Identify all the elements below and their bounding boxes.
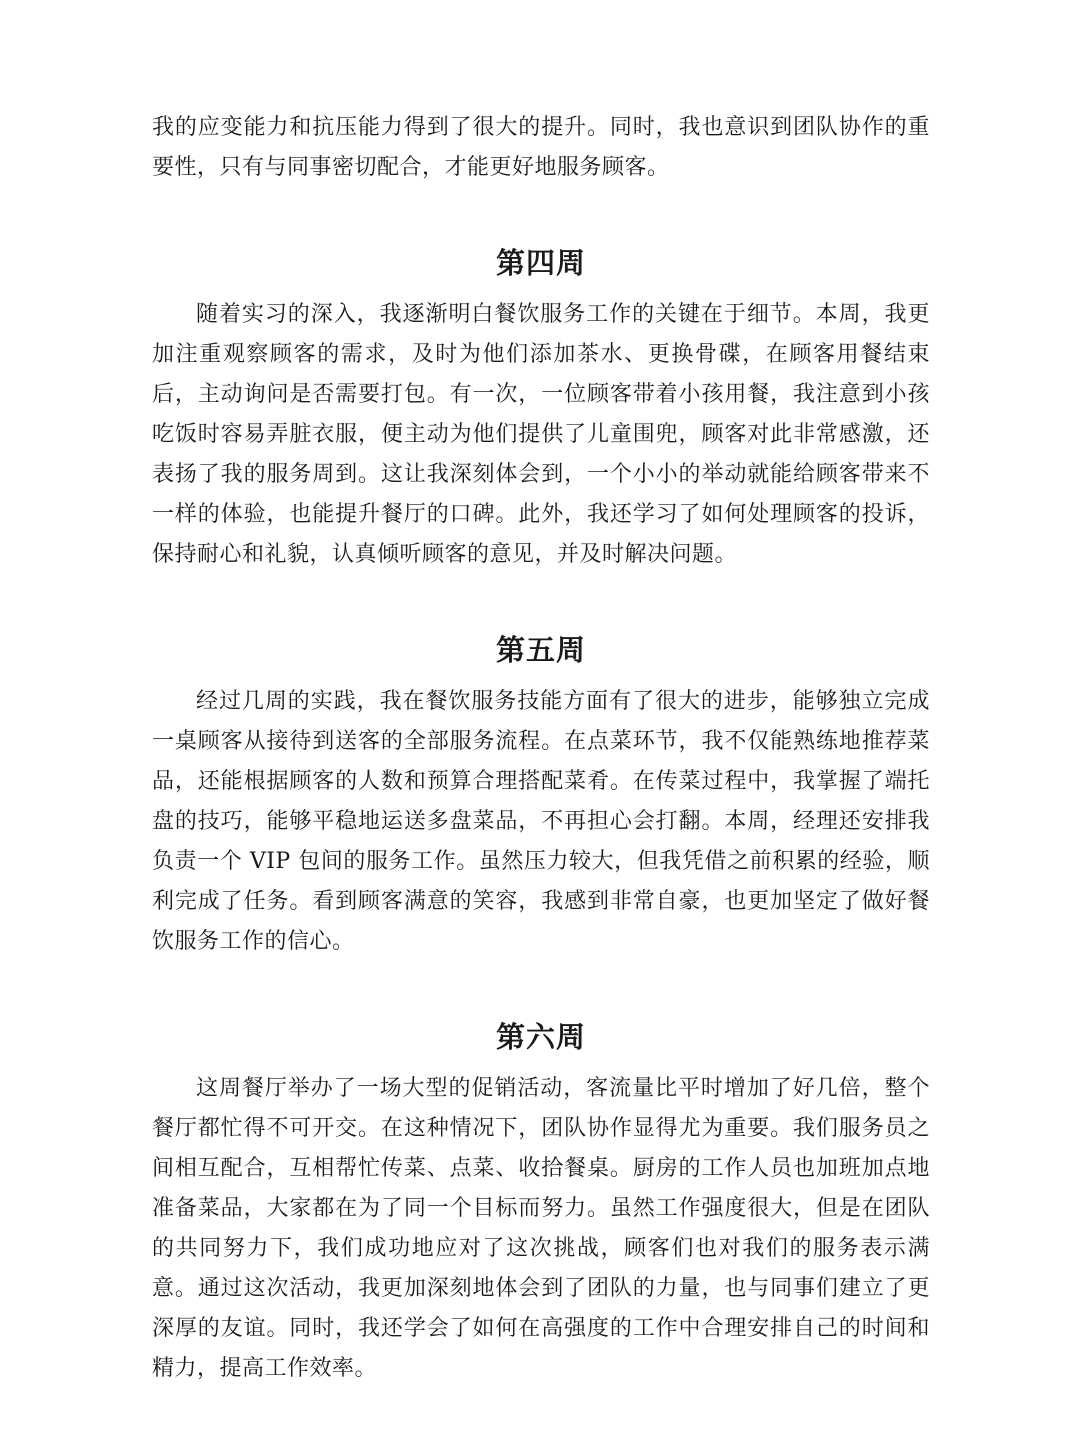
intro-paragraph: 我的应变能力和抗压能力得到了很大的提升。同时，我也意识到团队协作的重要性，只有与同事密切配合，才能更好地服务顾客。: [152, 115, 930, 180]
section-heading-week-5: 第五周: [495, 633, 586, 667]
section-heading-week-4: 第四周: [495, 246, 586, 280]
section-body-week-4: 随着实习的深入，我逐渐明白餐饮服务工作的关键在于细节。本周，我更加注重观察顾客的需求，及时为他们添加茶水、更换骨碟，在顾客用餐结束后，主动询问是否需要打包。有一次，一位顾客带着小孩用餐，我注意到小孩吃饭时容易弄脏衣服，便主动为他们提供了儿童围兜，顾客对此非常感激，还表扬了我的服务周到。这让我深刻体会到，一个小小的举动就能给顾客带来不一样的体验，也能提升餐厅的口碑。此外，我还学习了如何处理顾客的投诉，保持耐心和礼貌，认真倾听顾客的意见，并及时解决问题。: [152, 302, 930, 567]
document-page: [152, 108, 930, 1389]
section-body-week-5: 经过几周的实践，我在餐饮服务技能方面有了很大的进步，能够独立完成一桌顾客从接待到送客的全部服务流程。在点菜环节，我不仅能熟练地推荐菜品，还能根据顾客的人数和预算合理搭配菜肴。在传菜过程中，我掌握了端托盘的技巧，能够平稳地运送多盘菜品，不再担心会打翻。本周，经理还安排我负责一个 VIP 包间的服务工作。虽然压力较大，但我凭借之前积累的经验，顺利完成了任务。看到顾客满意的笑容，我感到非常自豪，也更加坚定了做好餐饮服务工作的信心。: [152, 689, 930, 954]
section-heading-week-6: 第六周: [495, 1020, 586, 1054]
section-body-week-6: 这周餐厅举办了一场大型的促销活动，客流量比平时增加了好几倍，整个餐厅都忙得不可开交。在这种情况下，团队协作显得尤为重要。我们服务员之间相互配合，互相帮忙传菜、点菜、收拾餐桌。厨房的工作人员也加班加点地准备菜品，大家都在为了同一个目标而努力。虽然工作强度很大，但是在团队的共同努力下，我们成功地应对了这次挑战，顾客们也对我们的服务表示满意。通过这次活动，我更加深刻地体会到了团队的力量，也与同事们建立了更深厚的友谊。同时，我还学会了如何在高强度的工作中合理安排自己的时间和精力，提高工作效率。: [152, 1076, 930, 1381]
